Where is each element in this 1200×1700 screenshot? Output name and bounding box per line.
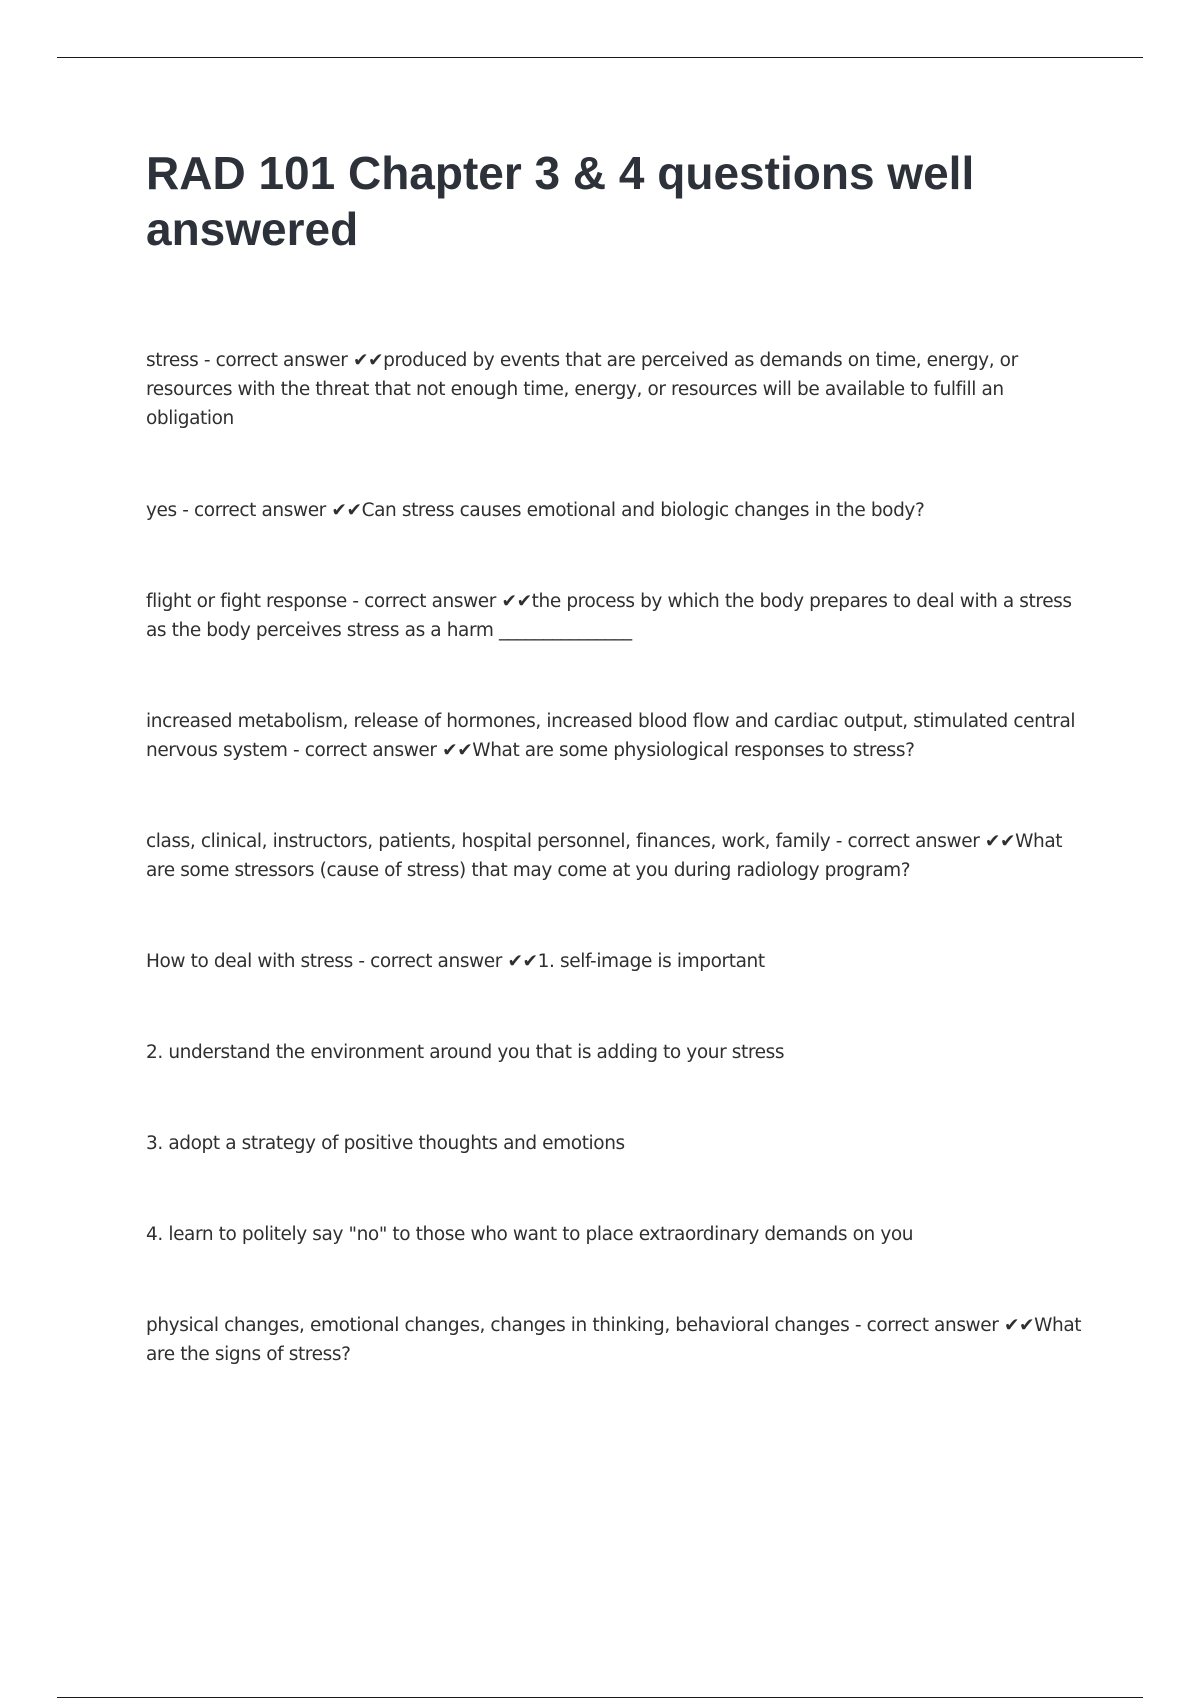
qa-entry-physiological-responses: increased metabolism, release of hormones, increased blood flow and cardiac output, stimulated central nervous system - correct answer ✔✔What are some physiological responses to stress? [146,711,1076,761]
top-divider [57,57,1143,58]
qa-entry-signs-of-stress: physical changes, emotional changes, changes in thinking, behavioral changes - correct answer ✔✔What are the signs of stress? [146,1315,1082,1365]
qa-entry-flight-or-fight: flight or fight response - correct answer ✔✔the process by which the body prepares to deal with a stress as the body perceives stress as a harm _______________ [146,591,1072,641]
qa-entry-step-3: 3. adopt a strategy of positive thoughts and emotions [146,1133,625,1154]
bottom-divider [57,1697,1143,1698]
qa-entry-step-2: 2. understand the environment around you that is adding to your stress [146,1042,785,1063]
qa-entry-stress: stress - correct answer ✔✔produced by events that are perceived as demands on time, energy, or resources with the threat that not enough time, energy, or resources will be available to fulfill an obligation [146,350,1018,429]
qa-entry-stressors: class, clinical, instructors, patients, hospital personnel, finances, work, family - correct answer ✔✔What are some stressors (cause of stress) that may come at you during radiology program? [146,831,1063,881]
qa-entry-yes: yes - correct answer ✔✔Can stress causes emotional and biologic changes in the body? [146,500,925,521]
qa-entry-deal-with-stress: How to deal with stress - correct answer ✔✔1. self-image is important [146,951,765,972]
document-title: RAD 101 Chapter 3 & 4 questions well answered [146,147,975,255]
qa-entry-step-4: 4. learn to politely say "no" to those who want to place extraordinary demands on you [146,1224,914,1245]
